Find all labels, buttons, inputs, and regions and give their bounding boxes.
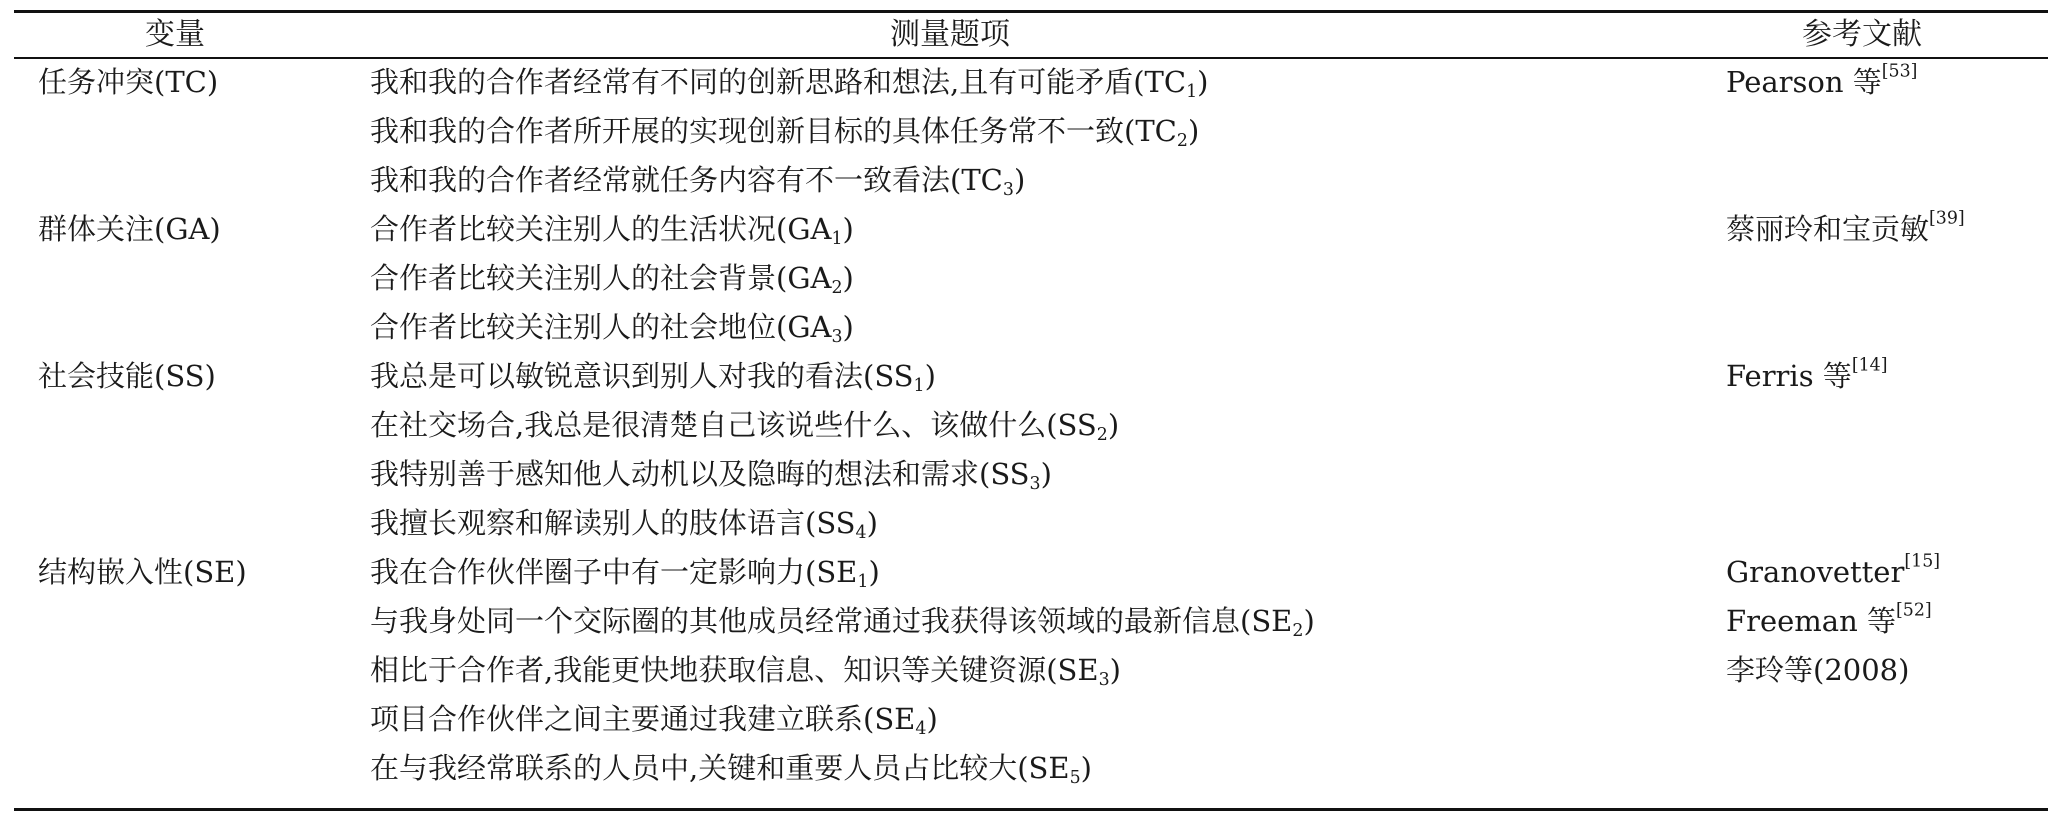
citation-superscript: [39] <box>1929 208 1965 229</box>
item-tail: ) <box>1197 65 1209 99</box>
table-top-rule <box>14 10 2048 13</box>
reference-text: Freeman 等 <box>1726 604 1896 638</box>
item-tail: ) <box>1013 163 1026 197</box>
header-variable: 变量 <box>145 17 205 52</box>
reference-cell <box>1726 597 1932 646</box>
item-text: 项目合作伙伴之间主要通过我建立联系(SE <box>370 702 916 736</box>
measurement-item-cell <box>370 254 854 303</box>
measurement-item-cell <box>370 352 936 401</box>
item-subscript: 4 <box>855 522 867 543</box>
measurement-item-cell <box>370 646 1121 695</box>
reference-text: 蔡丽玲和宝贡敏 <box>1726 212 1930 246</box>
item-subscript: 2 <box>1176 130 1188 151</box>
header-reference: 参考文献 <box>1802 17 1922 52</box>
item-text: 合作者比较关注别人的生活状况(GA <box>370 212 832 246</box>
table-bottom-rule <box>14 808 2048 811</box>
item-text: 我特别善于感知他人动机以及隐晦的想法和需求(SS <box>370 457 1030 491</box>
variable-cell: 社会技能(SS) <box>38 359 216 393</box>
item-text: 我和我的合作者所开展的实现创新目标的具体任务常不一致(TC <box>370 114 1177 148</box>
item-tail: ) <box>1109 653 1121 687</box>
item-tail: ) <box>926 702 938 736</box>
item-text: 我总是可以敏锐意识到别人对我的看法(SS <box>370 359 914 393</box>
citation-superscript: [53] <box>1881 61 1918 82</box>
item-subscript: 1 <box>857 571 869 592</box>
item-subscript: 5 <box>1069 767 1081 788</box>
measurement-item-cell <box>370 744 1092 793</box>
reference-cell <box>1726 58 1917 107</box>
item-text: 我和我的合作者经常就任务内容有不一致看法(TC <box>370 163 1003 197</box>
reference-cell <box>1726 646 1909 695</box>
reference-text: 李玲等(2008) <box>1726 653 1910 687</box>
item-text: 在社交场合,我总是很清楚自己该说些什么、该做什么(SS <box>370 408 1097 442</box>
measurement-item-cell <box>370 205 854 254</box>
variable-cell: 群体关注(GA) <box>38 212 221 246</box>
item-text: 合作者比较关注别人的社会地位(GA <box>370 310 832 344</box>
item-subscript: 3 <box>1002 179 1014 200</box>
variable-cell: 任务冲突(TC) <box>38 65 219 99</box>
item-text: 我擅长观察和解读别人的肢体语言(SS <box>370 506 856 540</box>
item-tail: ) <box>842 212 854 246</box>
measurement-item-cell <box>370 58 1208 107</box>
item-tail: ) <box>1040 457 1052 491</box>
item-subscript: 4 <box>915 718 927 739</box>
item-subscript: 2 <box>1292 620 1304 641</box>
item-tail: ) <box>866 506 878 540</box>
item-tail: ) <box>1107 408 1120 442</box>
item-text: 相比于合作者,我能更快地获取信息、知识等关键资源(SE <box>370 653 1099 687</box>
reference-cell <box>1726 352 1888 401</box>
measurement-item-cell <box>370 107 1199 156</box>
item-subscript: 1 <box>1186 81 1198 102</box>
item-subscript: 3 <box>1029 473 1041 494</box>
measurement-item-cell <box>370 450 1052 499</box>
citation-superscript: [15] <box>1904 551 1941 572</box>
item-text: 在与我经常联系的人员中,关键和重要人员占比较大(SE <box>370 751 1070 785</box>
header-measurement-item: 测量题项 <box>890 17 1010 52</box>
variable-cell: 结构嵌入性(SE) <box>38 555 247 589</box>
item-tail: ) <box>1303 604 1315 638</box>
item-subscript: 1 <box>831 228 843 249</box>
citation-superscript: [14] <box>1851 355 1888 376</box>
item-text: 合作者比较关注别人的社会背景(GA <box>370 261 832 295</box>
item-tail: ) <box>868 555 880 589</box>
item-subscript: 1 <box>913 375 925 396</box>
item-tail: ) <box>842 310 854 344</box>
citation-superscript: [52] <box>1896 600 1932 621</box>
item-subscript: 3 <box>1098 669 1110 690</box>
measurement-item-cell <box>370 695 938 744</box>
item-tail: ) <box>842 261 854 295</box>
item-subscript: 2 <box>1096 424 1108 445</box>
item-tail: ) <box>1187 114 1200 148</box>
measurement-item-cell <box>370 548 880 597</box>
item-tail: ) <box>924 359 936 393</box>
measurement-item-cell <box>370 401 1119 450</box>
item-text: 与我身处同一个交际圈的其他成员经常通过我获得该领域的最新信息(SE <box>370 604 1293 638</box>
item-text: 我在合作伙伴圈子中有一定影响力(SE <box>370 555 858 589</box>
measurement-item-cell <box>370 303 854 352</box>
reference-text: Granovetter <box>1726 555 1905 589</box>
reference-cell <box>1726 548 1940 597</box>
measurement-item-cell <box>370 499 878 548</box>
reference-cell <box>1726 205 1965 254</box>
reference-text: Ferris 等 <box>1726 359 1852 393</box>
reference-text: Pearson 等 <box>1726 65 1882 99</box>
item-tail: ) <box>1080 751 1092 785</box>
item-text: 我和我的合作者经常有不同的创新思路和想法,且有可能矛盾(TC <box>370 65 1187 99</box>
item-subscript: 3 <box>831 326 843 347</box>
measurement-item-cell <box>370 597 1315 646</box>
item-subscript: 2 <box>831 277 843 298</box>
measurement-item-cell <box>370 156 1025 205</box>
